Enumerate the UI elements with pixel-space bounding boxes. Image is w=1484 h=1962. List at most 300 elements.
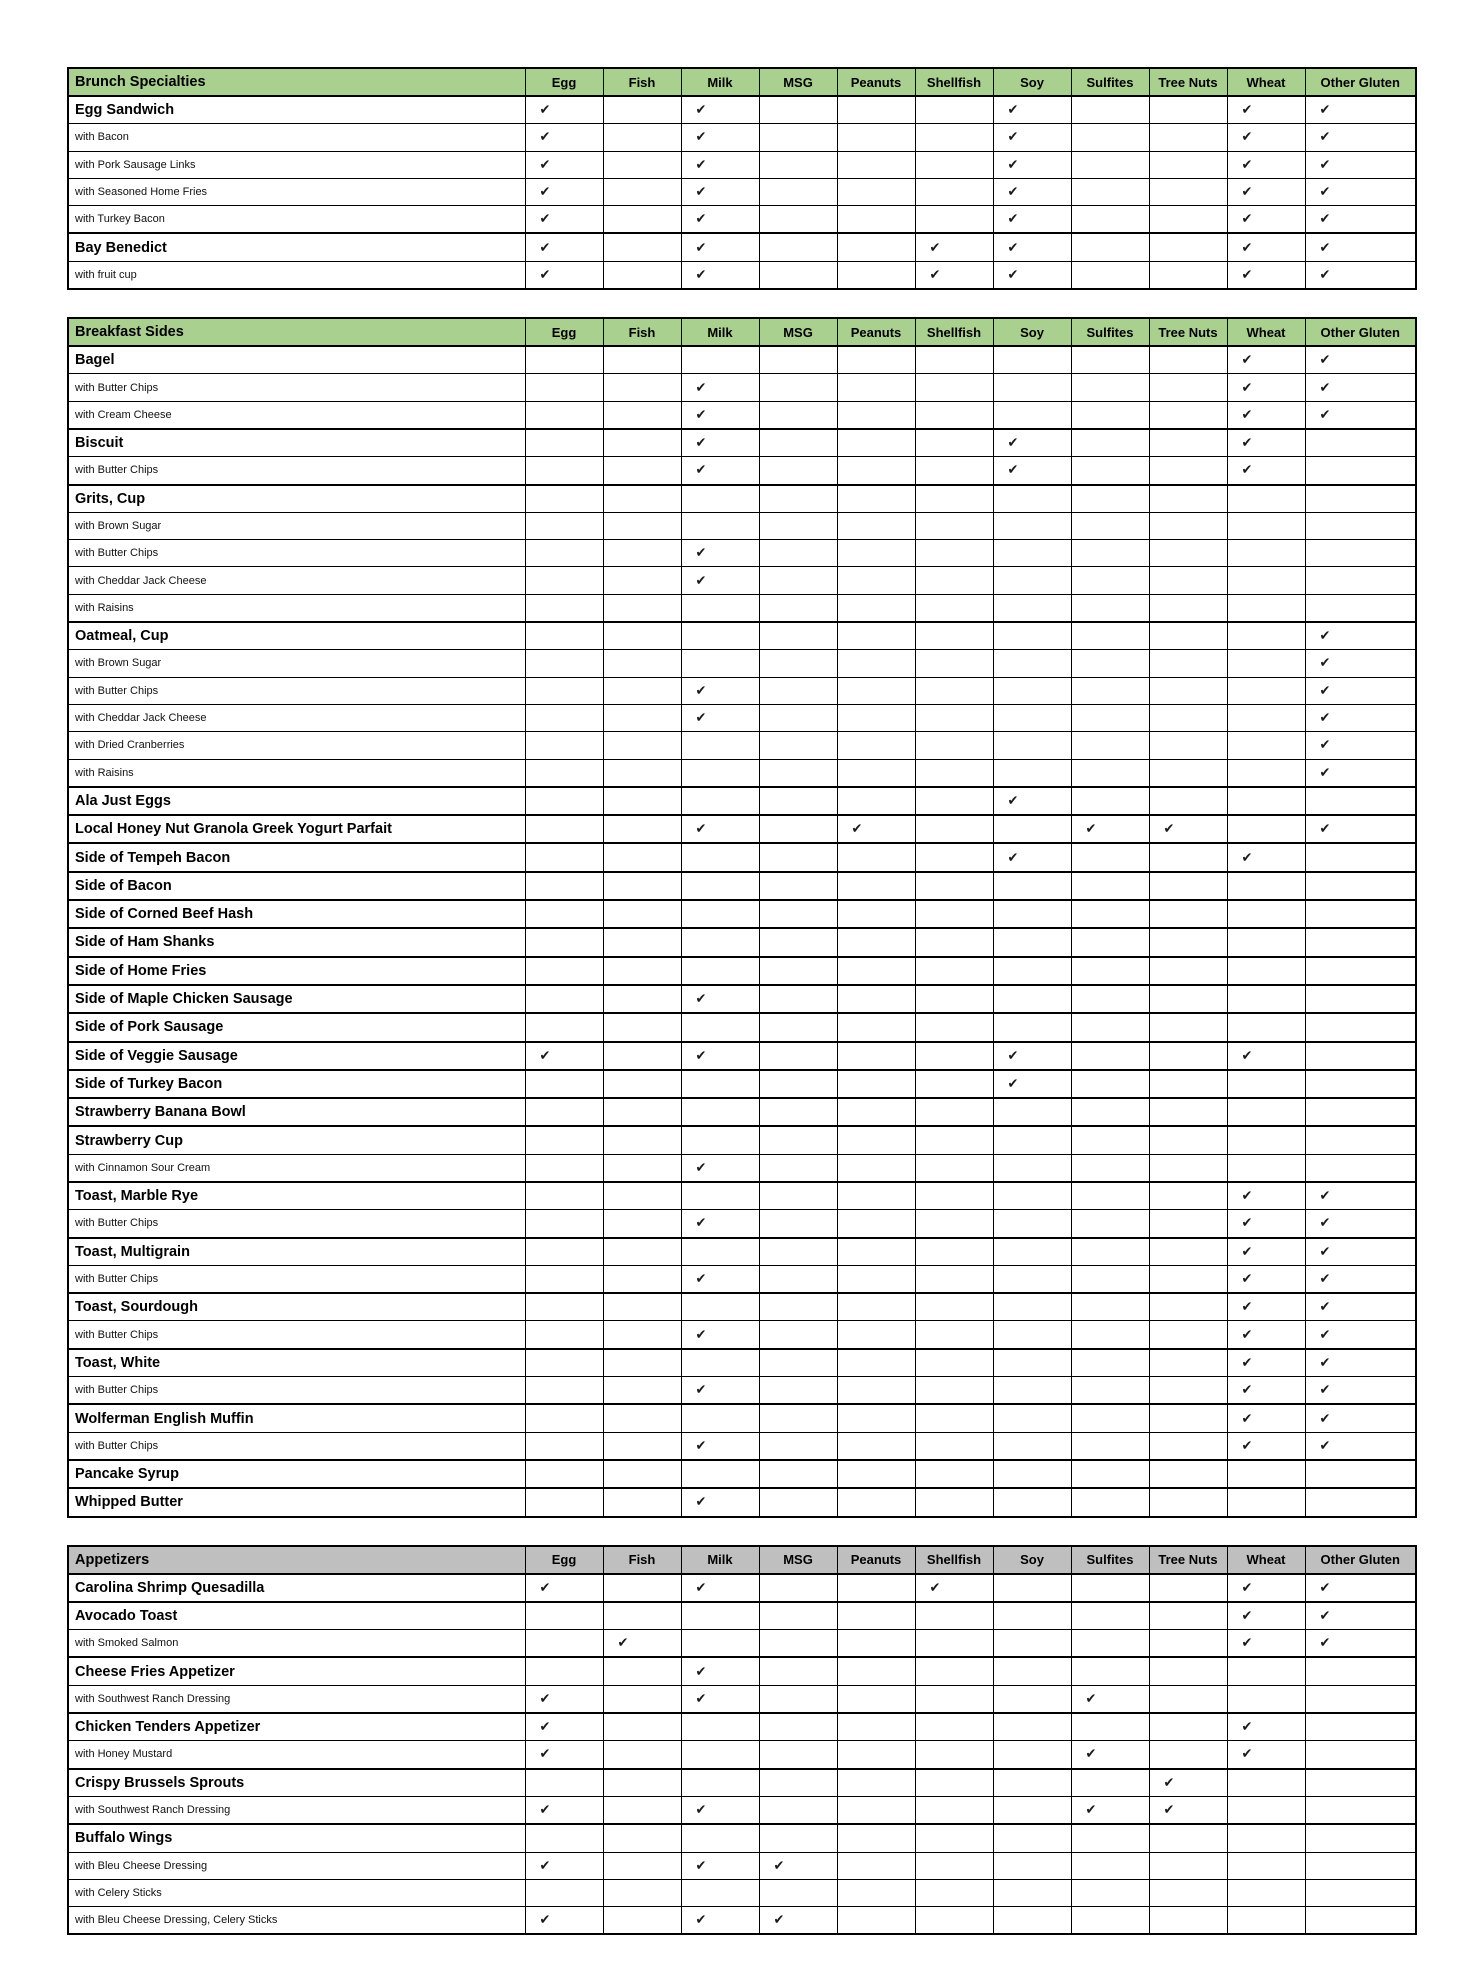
allergen-check-cell <box>1071 401 1149 429</box>
allergen-check-cell <box>1071 1657 1149 1685</box>
allergen-check-cell <box>759 594 837 622</box>
allergen-check-cell <box>1227 1769 1305 1797</box>
allergen-check-cell <box>681 622 759 650</box>
allergen-check-cell <box>915 843 993 871</box>
column-header-fish: Fish <box>603 1546 681 1574</box>
allergen-check-cell <box>1227 900 1305 928</box>
allergen-check-cell <box>1227 206 1305 234</box>
check-icon: ✔ <box>539 183 551 200</box>
allergen-check-cell <box>837 374 915 401</box>
allergen-check-cell <box>993 346 1071 374</box>
allergen-check-cell <box>525 1488 603 1516</box>
allergen-check-cell <box>1305 124 1416 151</box>
modifier-name: with Butter Chips <box>68 1265 525 1293</box>
check-icon: ✔ <box>1241 1718 1253 1735</box>
allergen-check-cell <box>993 815 1071 843</box>
allergen-check-cell <box>603 1685 681 1713</box>
column-header-soy: Soy <box>993 1546 1071 1574</box>
allergen-check-cell <box>1149 1824 1227 1852</box>
allergen-check-cell <box>759 1488 837 1516</box>
allergen-matrix-sheet <box>67 67 1415 1962</box>
allergen-check-cell <box>681 957 759 985</box>
allergen-check-cell <box>1071 1741 1149 1769</box>
allergen-check-cell <box>993 151 1071 178</box>
allergen-check-cell <box>603 124 681 151</box>
allergen-check-cell <box>993 872 1071 900</box>
allergen-check-cell <box>837 1852 915 1879</box>
allergen-check-cell <box>1149 759 1227 787</box>
check-icon: ✔ <box>773 1857 785 1874</box>
allergen-check-cell <box>1227 1796 1305 1824</box>
allergen-check-cell <box>525 1685 603 1713</box>
allergen-check-cell <box>1071 928 1149 956</box>
allergen-check-cell <box>1227 1154 1305 1182</box>
allergen-check-cell <box>1227 346 1305 374</box>
item-row <box>68 1769 1416 1797</box>
allergen-check-cell <box>837 704 915 731</box>
allergen-check-cell <box>603 957 681 985</box>
allergen-check-cell <box>681 1126 759 1154</box>
check-icon: ✔ <box>695 1215 707 1231</box>
allergen-check-cell <box>603 429 681 457</box>
check-icon: ✔ <box>1241 434 1253 451</box>
allergen-check-cell <box>681 1685 759 1713</box>
allergen-check-cell <box>1227 1460 1305 1488</box>
allergen-check-cell <box>1149 815 1227 843</box>
allergen-check-cell <box>1227 96 1305 124</box>
allergen-check-cell <box>681 985 759 1013</box>
allergen-check-cell <box>1149 1713 1227 1741</box>
allergen-check-cell <box>681 261 759 289</box>
check-icon: ✔ <box>695 156 707 173</box>
modifier-name: with fruit cup <box>68 261 525 289</box>
allergen-check-cell <box>915 1488 993 1516</box>
column-header-msg: MSG <box>759 68 837 96</box>
allergen-check-cell <box>525 1769 603 1797</box>
check-icon: ✔ <box>539 1857 551 1874</box>
allergen-check-cell <box>1149 1488 1227 1516</box>
allergen-check-cell <box>525 1377 603 1405</box>
item-row <box>68 1098 1416 1126</box>
allergen-check-cell <box>1149 872 1227 900</box>
allergen-check-cell <box>759 401 837 429</box>
check-icon: ✔ <box>1319 266 1331 283</box>
allergen-check-cell <box>915 178 993 205</box>
allergen-check-cell <box>603 1432 681 1460</box>
check-icon: ✔ <box>1007 462 1019 478</box>
allergen-check-cell <box>837 1210 915 1238</box>
check-icon: ✔ <box>1319 820 1331 837</box>
allergen-check-cell <box>915 151 993 178</box>
check-icon: ✔ <box>539 156 551 173</box>
allergen-check-cell <box>993 1824 1071 1852</box>
allergen-check-cell <box>1227 957 1305 985</box>
allergen-check-cell <box>915 1210 993 1238</box>
allergen-check-cell <box>993 985 1071 1013</box>
column-header-sulfites: Sulfites <box>1071 318 1149 346</box>
item-row <box>68 429 1416 457</box>
allergen-check-cell <box>837 485 915 513</box>
allergen-check-cell <box>1305 1293 1416 1321</box>
item-name: Toast, White <box>68 1349 525 1377</box>
allergen-check-cell <box>681 594 759 622</box>
check-icon: ✔ <box>695 572 707 588</box>
check-icon: ✔ <box>695 379 707 395</box>
check-icon: ✔ <box>1241 129 1253 145</box>
allergen-check-cell <box>915 1321 993 1349</box>
allergen-check-cell <box>681 815 759 843</box>
allergen-check-cell <box>525 374 603 401</box>
allergen-check-cell <box>993 429 1071 457</box>
allergen-check-cell <box>759 1098 837 1126</box>
allergen-check-cell <box>759 1852 837 1879</box>
allergen-check-cell <box>993 485 1071 513</box>
modifier-name: with Dried Cranberries <box>68 732 525 759</box>
check-icon: ✔ <box>695 101 707 118</box>
allergen-check-cell <box>525 677 603 704</box>
check-icon: ✔ <box>1007 434 1019 451</box>
allergen-check-cell <box>915 1602 993 1630</box>
allergen-check-cell <box>1071 957 1149 985</box>
section-table-appetizers <box>67 1545 1417 1936</box>
allergen-check-cell <box>525 1404 603 1432</box>
modifier-name: with Butter Chips <box>68 1432 525 1460</box>
allergen-check-cell <box>993 1432 1071 1460</box>
check-icon: ✔ <box>1241 1381 1253 1398</box>
allergen-check-cell <box>1071 1460 1149 1488</box>
check-icon: ✔ <box>1241 1270 1253 1287</box>
allergen-check-cell <box>837 261 915 289</box>
allergen-check-cell <box>915 1657 993 1685</box>
check-icon: ✔ <box>1319 627 1331 644</box>
allergen-check-cell <box>993 622 1071 650</box>
allergen-check-cell <box>1227 1879 1305 1906</box>
modifier-row <box>68 1741 1416 1769</box>
allergen-check-cell <box>837 1769 915 1797</box>
allergen-check-cell <box>1227 677 1305 704</box>
allergen-check-cell <box>1305 1377 1416 1405</box>
allergen-check-cell <box>603 1602 681 1630</box>
allergen-check-cell <box>1227 1574 1305 1602</box>
modifier-row <box>68 1907 1416 1935</box>
allergen-check-cell <box>915 1042 993 1070</box>
check-icon: ✔ <box>695 1159 707 1176</box>
allergen-check-cell <box>603 1460 681 1488</box>
check-icon: ✔ <box>1319 1298 1331 1315</box>
allergen-check-cell <box>1149 1574 1227 1602</box>
item-row <box>68 1349 1416 1377</box>
item-name: Buffalo Wings <box>68 1824 525 1852</box>
allergen-check-cell <box>1149 1293 1227 1321</box>
allergen-check-cell <box>681 1013 759 1041</box>
allergen-check-cell <box>603 759 681 787</box>
column-header-shellfish: Shellfish <box>915 1546 993 1574</box>
allergen-check-cell <box>681 650 759 677</box>
item-name: Avocado Toast <box>68 1602 525 1630</box>
allergen-check-cell <box>1149 1321 1227 1349</box>
allergen-check-cell <box>1071 1907 1149 1935</box>
allergen-check-cell <box>525 261 603 289</box>
check-icon: ✔ <box>1241 1437 1253 1454</box>
allergen-check-cell <box>915 1377 993 1405</box>
allergen-check-cell <box>1227 178 1305 205</box>
allergen-check-cell <box>837 843 915 871</box>
check-icon: ✔ <box>539 129 551 145</box>
allergen-check-cell <box>915 1154 993 1182</box>
check-icon: ✔ <box>1319 379 1331 395</box>
allergen-check-cell <box>681 1154 759 1182</box>
allergen-check-cell <box>603 1713 681 1741</box>
modifier-row <box>68 732 1416 759</box>
modifier-row <box>68 1210 1416 1238</box>
allergen-check-cell <box>1149 732 1227 759</box>
section-header-row <box>68 318 1416 346</box>
allergen-check-cell <box>1149 1432 1227 1460</box>
column-header-other-gluten: Other Gluten <box>1305 1546 1416 1574</box>
check-icon: ✔ <box>539 1801 551 1818</box>
check-icon: ✔ <box>1241 351 1253 368</box>
allergen-check-cell <box>1305 1824 1416 1852</box>
allergen-check-cell <box>681 1630 759 1658</box>
allergen-check-cell <box>1227 512 1305 539</box>
allergen-check-cell <box>1227 928 1305 956</box>
allergen-check-cell <box>681 1852 759 1879</box>
allergen-check-cell <box>525 1098 603 1126</box>
allergen-check-cell <box>1227 151 1305 178</box>
allergen-check-cell <box>837 1293 915 1321</box>
allergen-check-cell <box>1071 900 1149 928</box>
allergen-check-cell <box>1227 1126 1305 1154</box>
allergen-check-cell <box>759 1377 837 1405</box>
allergen-check-cell <box>525 1824 603 1852</box>
allergen-check-cell <box>525 787 603 815</box>
item-row <box>68 787 1416 815</box>
column-header-sulfites: Sulfites <box>1071 1546 1149 1574</box>
modifier-name: with Brown Sugar <box>68 650 525 677</box>
allergen-check-cell <box>993 1574 1071 1602</box>
allergen-check-cell <box>603 1182 681 1210</box>
allergen-check-cell <box>681 346 759 374</box>
allergen-check-cell <box>525 1210 603 1238</box>
allergen-check-cell <box>993 206 1071 234</box>
allergen-check-cell <box>525 346 603 374</box>
item-name: Bay Benedict <box>68 233 525 261</box>
allergen-check-cell <box>759 124 837 151</box>
allergen-check-cell <box>1305 1321 1416 1349</box>
allergen-check-cell <box>1227 1824 1305 1852</box>
allergen-check-cell <box>681 677 759 704</box>
allergen-check-cell <box>681 1769 759 1797</box>
modifier-name: with Bleu Cheese Dressing, Celery Sticks <box>68 1907 525 1935</box>
allergen-check-cell <box>759 512 837 539</box>
item-name: Crispy Brussels Sprouts <box>68 1769 525 1797</box>
allergen-check-cell <box>603 1126 681 1154</box>
allergen-check-cell <box>993 1070 1071 1098</box>
allergen-check-cell <box>837 1404 915 1432</box>
item-row <box>68 928 1416 956</box>
allergen-check-cell <box>525 206 603 234</box>
allergen-check-cell <box>993 1907 1071 1935</box>
allergen-check-cell <box>1071 843 1149 871</box>
allergen-check-cell <box>993 1602 1071 1630</box>
allergen-check-cell <box>1305 1182 1416 1210</box>
check-icon: ✔ <box>695 709 707 726</box>
allergen-check-cell <box>603 1210 681 1238</box>
allergen-check-cell <box>603 1154 681 1182</box>
check-icon: ✔ <box>1319 1215 1331 1231</box>
allergen-check-cell <box>681 928 759 956</box>
allergen-check-cell <box>1305 1488 1416 1516</box>
item-name: Side of Home Fries <box>68 957 525 985</box>
allergen-check-cell <box>525 872 603 900</box>
check-icon: ✔ <box>1241 101 1253 118</box>
allergen-check-cell <box>1305 759 1416 787</box>
allergen-check-cell <box>1071 124 1149 151</box>
allergen-check-cell <box>1227 985 1305 1013</box>
allergen-check-cell <box>681 233 759 261</box>
allergen-check-cell <box>759 843 837 871</box>
item-name: Strawberry Cup <box>68 1126 525 1154</box>
allergen-check-cell <box>1227 872 1305 900</box>
allergen-check-cell <box>603 1404 681 1432</box>
column-header-milk: Milk <box>681 1546 759 1574</box>
modifier-name: with Seasoned Home Fries <box>68 178 525 205</box>
allergen-check-cell <box>1305 1630 1416 1658</box>
check-icon: ✔ <box>695 210 707 227</box>
check-icon: ✔ <box>1007 1047 1019 1063</box>
allergen-check-cell <box>915 124 993 151</box>
allergen-check-cell <box>525 1879 603 1906</box>
allergen-check-cell <box>1227 1907 1305 1935</box>
modifier-row <box>68 704 1416 731</box>
allergen-check-cell <box>525 401 603 429</box>
allergen-check-cell <box>525 567 603 594</box>
modifier-name: with Smoked Salmon <box>68 1630 525 1658</box>
allergen-check-cell <box>837 815 915 843</box>
column-header-fish: Fish <box>603 68 681 96</box>
column-header-milk: Milk <box>681 68 759 96</box>
allergen-check-cell <box>1071 1685 1149 1713</box>
allergen-check-cell <box>681 567 759 594</box>
allergen-check-cell <box>1227 1349 1305 1377</box>
allergen-check-cell <box>993 594 1071 622</box>
item-name: Cheese Fries Appetizer <box>68 1657 525 1685</box>
allergen-check-cell <box>1149 1769 1227 1797</box>
allergen-check-cell <box>525 1349 603 1377</box>
allergen-check-cell <box>1149 787 1227 815</box>
allergen-check-cell <box>1071 759 1149 787</box>
allergen-check-cell <box>1305 594 1416 622</box>
allergen-check-cell <box>837 1265 915 1293</box>
allergen-check-cell <box>993 1404 1071 1432</box>
allergen-check-cell <box>603 872 681 900</box>
allergen-check-cell <box>681 1210 759 1238</box>
allergen-check-cell <box>1071 1042 1149 1070</box>
allergen-check-cell <box>681 178 759 205</box>
allergen-check-cell <box>915 1349 993 1377</box>
allergen-check-cell <box>1227 429 1305 457</box>
allergen-check-cell <box>993 1126 1071 1154</box>
check-icon: ✔ <box>1007 101 1019 118</box>
allergen-check-cell <box>1071 1879 1149 1906</box>
allergen-check-cell <box>915 1432 993 1460</box>
allergen-check-cell <box>1305 957 1416 985</box>
item-row <box>68 1574 1416 1602</box>
allergen-check-cell <box>525 732 603 759</box>
allergen-check-cell <box>993 401 1071 429</box>
allergen-check-cell <box>603 457 681 485</box>
allergen-check-cell <box>1305 1602 1416 1630</box>
allergen-check-cell <box>759 872 837 900</box>
allergen-check-cell <box>759 1321 837 1349</box>
check-icon: ✔ <box>539 239 551 255</box>
item-name: Egg Sandwich <box>68 96 525 124</box>
allergen-check-cell <box>603 1488 681 1516</box>
check-icon: ✔ <box>695 1270 707 1287</box>
allergen-check-cell <box>1071 1182 1149 1210</box>
allergen-check-cell <box>681 843 759 871</box>
check-icon: ✔ <box>1241 1326 1253 1342</box>
allergen-check-cell <box>915 704 993 731</box>
item-row <box>68 1460 1416 1488</box>
allergen-check-cell <box>525 96 603 124</box>
check-icon: ✔ <box>1241 1187 1253 1204</box>
allergen-check-cell <box>1227 1210 1305 1238</box>
allergen-check-cell <box>1071 1098 1149 1126</box>
allergen-check-cell <box>681 1321 759 1349</box>
allergen-check-cell <box>1305 401 1416 429</box>
allergen-check-cell <box>993 650 1071 677</box>
allergen-check-cell <box>1071 787 1149 815</box>
allergen-check-cell <box>681 704 759 731</box>
allergen-check-cell <box>837 677 915 704</box>
allergen-check-cell <box>1149 1042 1227 1070</box>
allergen-check-cell <box>681 374 759 401</box>
item-row <box>68 1070 1416 1098</box>
column-header-wheat: Wheat <box>1227 68 1305 96</box>
check-icon: ✔ <box>1319 406 1331 423</box>
allergen-check-cell <box>993 374 1071 401</box>
allergen-check-cell <box>759 540 837 567</box>
allergen-check-cell <box>1149 1685 1227 1713</box>
item-row <box>68 485 1416 513</box>
modifier-name: with Butter Chips <box>68 677 525 704</box>
allergen-check-cell <box>603 704 681 731</box>
check-icon: ✔ <box>1241 1215 1253 1231</box>
allergen-check-cell <box>681 1238 759 1266</box>
item-name: Side of Ham Shanks <box>68 928 525 956</box>
allergen-check-cell <box>681 732 759 759</box>
allergen-check-cell <box>603 1796 681 1824</box>
check-icon: ✔ <box>1319 764 1331 781</box>
allergen-check-cell <box>915 759 993 787</box>
allergen-check-cell <box>993 457 1071 485</box>
check-icon: ✔ <box>1241 462 1253 478</box>
item-name: Toast, Sourdough <box>68 1293 525 1321</box>
allergen-check-cell <box>1149 957 1227 985</box>
allergen-check-cell <box>603 233 681 261</box>
allergen-check-cell <box>759 704 837 731</box>
allergen-check-cell <box>603 1574 681 1602</box>
check-icon: ✔ <box>1085 820 1097 837</box>
allergen-check-cell <box>1071 1852 1149 1879</box>
allergen-check-cell <box>1149 1210 1227 1238</box>
allergen-check-cell <box>1305 1265 1416 1293</box>
allergen-check-cell <box>1227 1238 1305 1266</box>
allergen-check-cell <box>1149 1098 1227 1126</box>
item-name: Bagel <box>68 346 525 374</box>
allergen-check-cell <box>915 346 993 374</box>
